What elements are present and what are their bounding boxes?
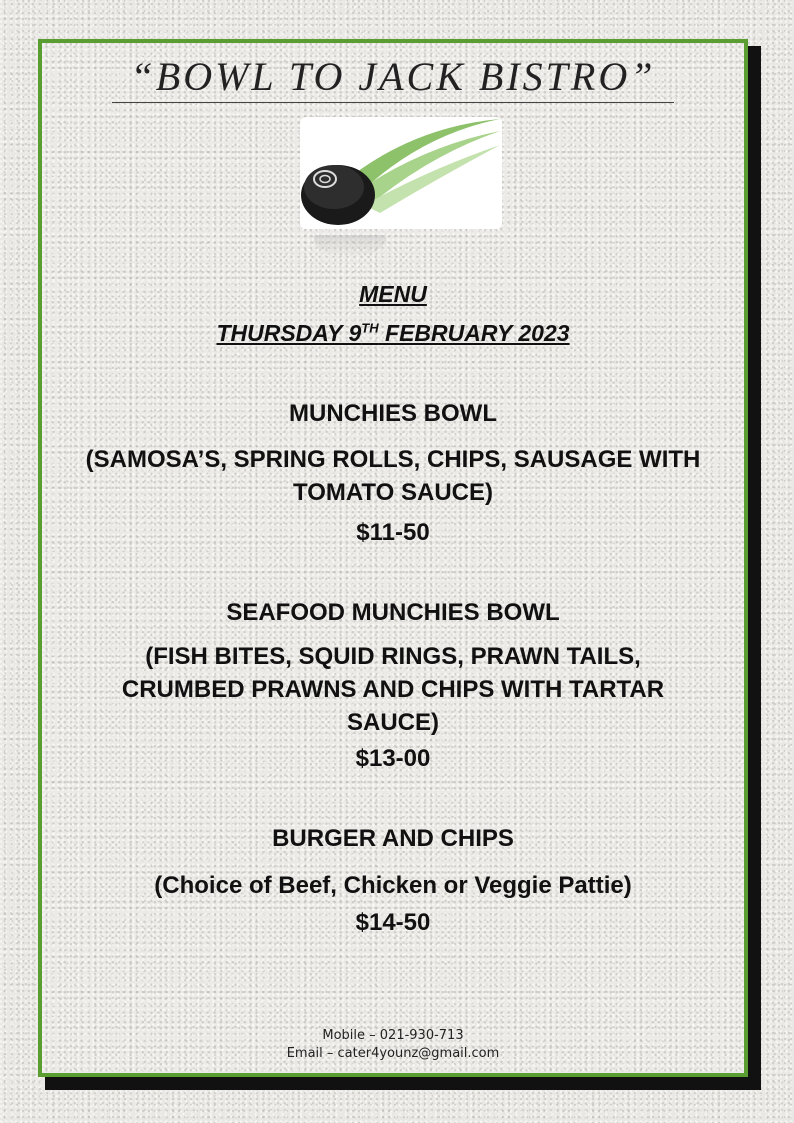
- item-price: $13-00: [355, 745, 431, 772]
- menu-date: THURSDAY 9TH FEBRUARY 2023: [216, 320, 570, 346]
- item-description: (FISH BITES, SQUID RINGS, PRAWN TAILS, CRUMBED PRAWNS AND CHIPS WITH TARTAR SAUCE): [121, 643, 665, 736]
- contact-mobile: Mobile – 021-930-713: [322, 1028, 464, 1043]
- menu-card: [38, 39, 748, 1077]
- bistro-title: “BOWL TO JACK BISTRO”: [112, 53, 674, 103]
- contact-info: [42, 1027, 744, 1063]
- item-name: MUNCHIES BOWL: [289, 400, 497, 427]
- item-name: SEAFOOD MUNCHIES BOWL: [226, 599, 560, 626]
- logo-reflection: [312, 235, 392, 257]
- item-description: (SAMOSA’S, SPRING ROLLS, CHIPS, SAUSAGE WITH TOMATO SAUCE): [85, 446, 701, 506]
- lawn-bowl-logo-icon: [300, 117, 502, 229]
- item-price: $11-50: [356, 519, 430, 546]
- item-price: $14-50: [355, 909, 431, 936]
- menu-heading: MENU: [359, 281, 427, 307]
- item-name: BURGER AND CHIPS: [272, 825, 514, 852]
- item-description: (Choice of Beef, Chicken or Veggie Pattie): [154, 872, 632, 899]
- contact-email: Email – cater4younz@gmail.com: [286, 1046, 500, 1061]
